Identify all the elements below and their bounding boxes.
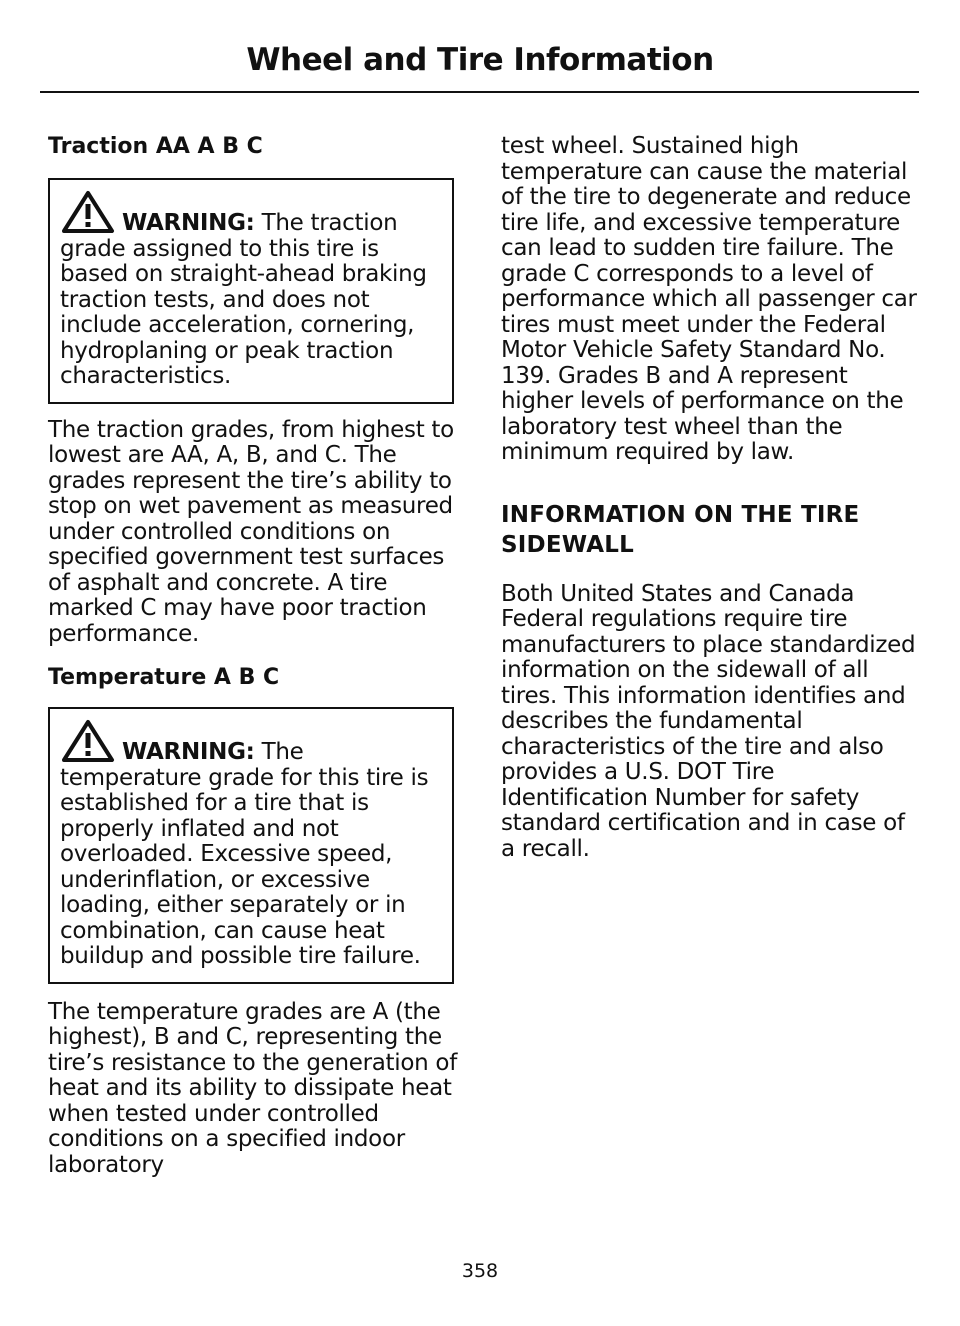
traction-warning-box — [48, 178, 454, 404]
traction-heading: Traction AA A B C — [48, 134, 263, 159]
warning-triangle-icon — [60, 190, 116, 234]
page-title: Wheel and Tire Information — [246, 42, 714, 78]
warning-body: The temperature grade for this tire is established for a tire that is properly inflated and not overloaded. Excessive speed, underinflation, or excessive loading, either separately or in combination, can cause heat buildup and possible tire failure. — [60, 739, 429, 969]
temperature-warning-text — [60, 719, 452, 970]
temperature-warning-box — [48, 707, 454, 984]
temperature-continued-paragraph: test wheel. Sustained high temperature can cause the material of the tire to degenerate and reduce tire life, and excessive temperature can lead to sudden tire failure. The grade C corresponds to a level of performance which all passenger car tires must meet under the Federal Motor Vehicle Safety Standard No. 139. Grades B and A represent higher levels of performance on the laboratory test wheel than the minimum required by law. — [501, 133, 917, 465]
title-divider — [40, 91, 919, 93]
temperature-paragraph: The temperature grades are A (the highest), B and C, representing the tire’s resistance to the generation of heat and its ability to dissipate heat when tested under controlled conditions on a specified indoor laboratory — [48, 998, 457, 1178]
page-number: 358 — [461, 1260, 499, 1282]
temperature-heading: Temperature A B C — [48, 665, 280, 690]
sidewall-paragraph: Both United States and Canada Federal regulations require tire manufacturers to place standardized information on the sidewall of all tires. This information identifies and describes the fundamental characteristics of the tire and also provides a U.S. DOT Tire Identification Number for safety standard certification and in case of a recall. — [501, 580, 916, 862]
warning-triangle-icon — [60, 719, 116, 763]
warning-label: WARNING: — [122, 210, 255, 236]
warning-label: WARNING: — [122, 739, 255, 765]
warning-body: The traction grade assigned to this tire is based on straight-ahead braking traction tests, and does not include acceleration, cornering, hydroplaning or peak traction characteristics. — [60, 210, 427, 389]
traction-paragraph: The traction grades, from highest to lowest are AA, A, B, and C. The grades represent the tire’s ability to stop on wet pavement as measured under controlled conditions on specified government test surfaces of asphalt and concrete. A tire marked C may have poor traction performance. — [48, 416, 454, 647]
traction-warning-text — [60, 190, 452, 390]
left-column — [48, 130, 468, 1178]
sidewall-heading: INFORMATION ON THE TIRE SIDEWALL — [501, 501, 860, 558]
right-column — [501, 134, 921, 862]
